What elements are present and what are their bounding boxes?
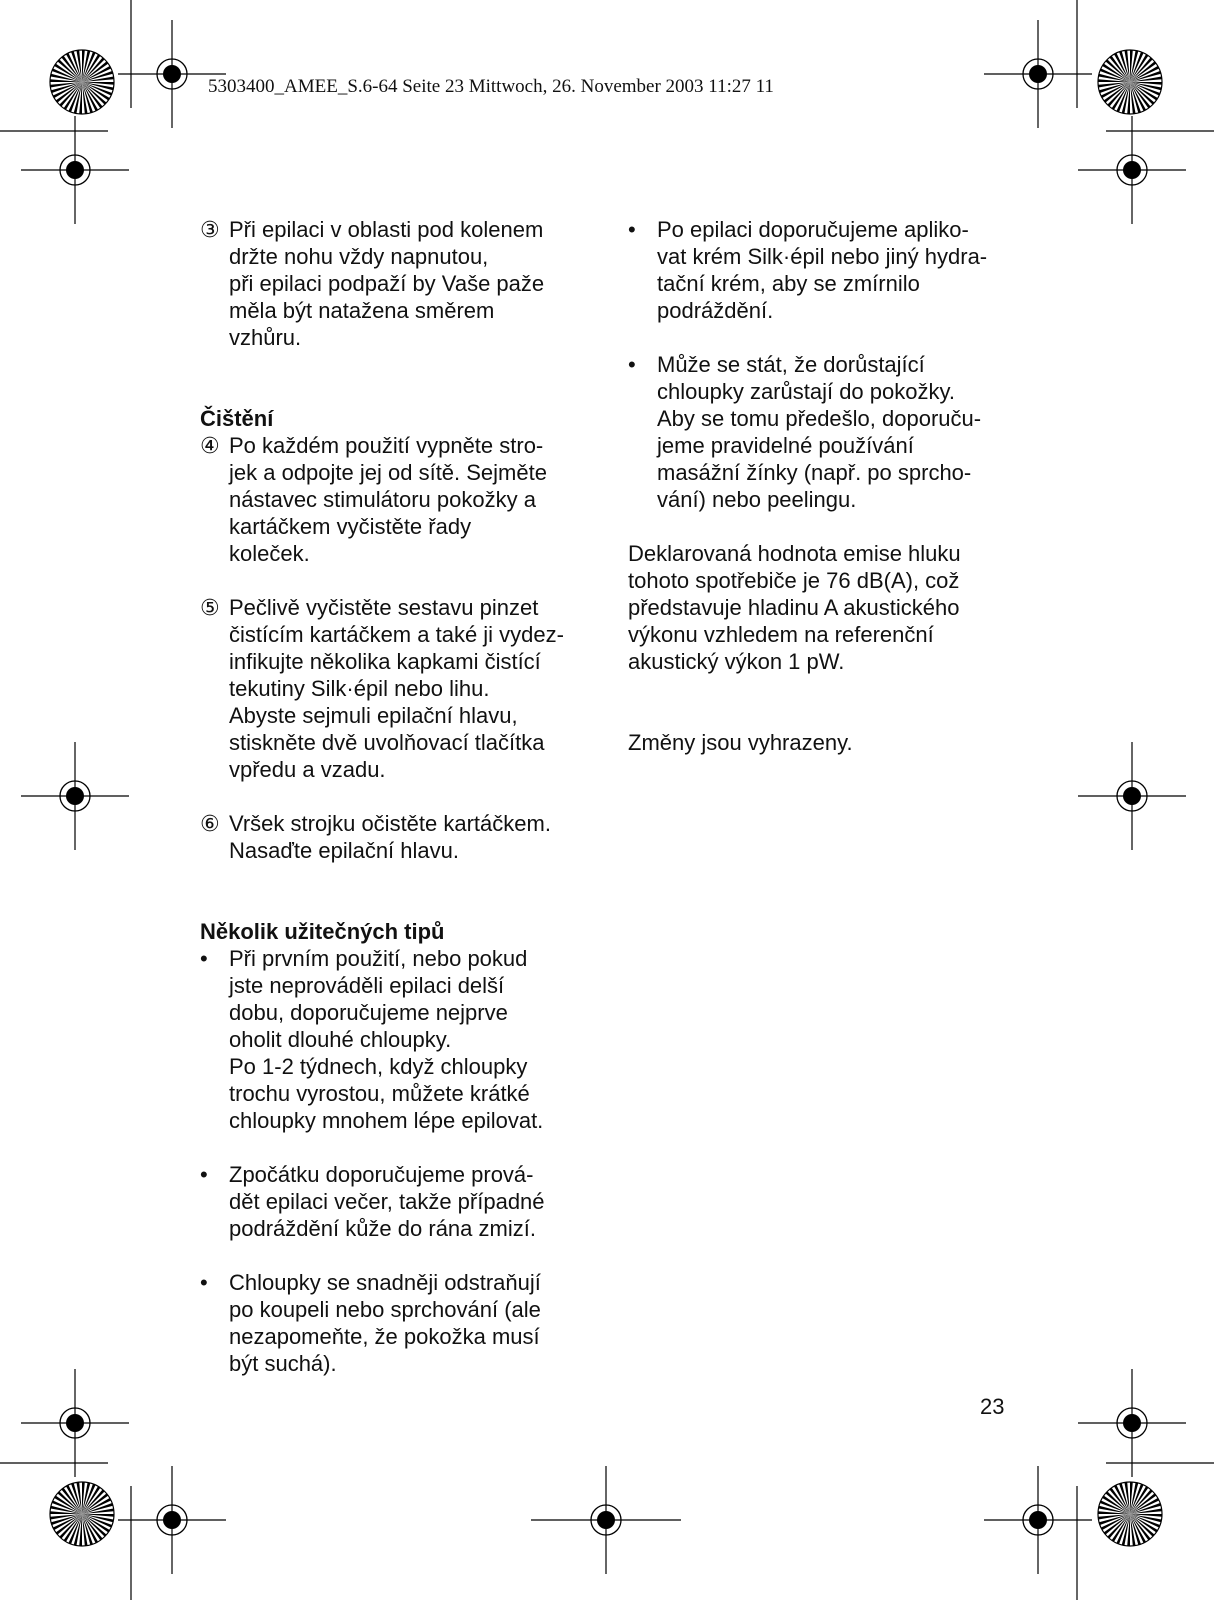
text-line: nezapomeňte, že pokožka musí xyxy=(229,1324,540,1349)
bullet: • xyxy=(200,946,208,971)
text-line: tační krém, aby se zmírnilo xyxy=(657,271,920,296)
step-3 xyxy=(200,216,600,351)
text-line: čistícím kartáčkem a také ji vydez- xyxy=(229,622,564,647)
text-line: Může se stát, že dorůstající xyxy=(657,352,925,377)
text-line: Po 1-2 týdnech, když chloupky xyxy=(229,1054,528,1079)
text-line: Při prvním použití, nebo pokud xyxy=(229,946,528,971)
section-heading-tips: Několik užitečných tipů xyxy=(200,919,445,944)
text-line: Změny jsou vyhrazeny. xyxy=(628,730,853,755)
step-marker: ④ xyxy=(200,433,220,458)
text-line: jek a odpojte jej od sítě. Sejměte xyxy=(229,460,547,485)
text-line: podráždění. xyxy=(657,298,774,323)
text-line: Při epilaci v oblasti pod kolenem xyxy=(229,217,544,242)
text-line: výkonu vzhledem na referenční xyxy=(628,622,934,647)
text-line: akustický výkon 1 pW. xyxy=(628,649,845,674)
starburst-mark xyxy=(50,1482,114,1546)
text-line: měla být natažena směrem xyxy=(229,298,495,323)
starburst-mark xyxy=(1098,1482,1162,1546)
text-line: kartáčkem vyčistěte řady xyxy=(229,514,472,539)
right-column xyxy=(628,216,1028,756)
text-line: chloupky zarůstají do pokožky. xyxy=(657,379,955,404)
step-marker: ⑥ xyxy=(200,811,220,836)
text-line: při epilaci podpaží by Vaše paže xyxy=(229,271,545,296)
text-line: Po epilaci doporučujeme apliko- xyxy=(657,217,969,242)
text-line: jeme pravidelné používání xyxy=(657,433,914,458)
tip-item xyxy=(200,1269,600,1377)
text-line: koleček. xyxy=(229,541,310,566)
text-line: nástavec stimulátoru pokožky a xyxy=(229,487,536,512)
changes-reserved xyxy=(628,729,1028,756)
tip-item xyxy=(200,945,600,1134)
text-line: Deklarovaná hodnota emise hluku xyxy=(628,541,961,566)
text-line: Aby se tomu předešlo, doporuču- xyxy=(657,406,982,431)
text-line: trochu vyrostou, můžete krátké xyxy=(229,1081,530,1106)
text-line: dobu, doporučujeme nejprve xyxy=(229,1000,508,1025)
text-line: tekutiny Silk·épil nebo lihu. xyxy=(229,676,490,701)
bullet: • xyxy=(200,1162,208,1187)
text-line: Vršek strojku očistěte kartáčkem. xyxy=(229,811,551,836)
text-line: Po každém použití vypněte stro- xyxy=(229,433,544,458)
tip-item xyxy=(200,1161,600,1242)
text-line: Zpočátku doporučujeme prová- xyxy=(229,1162,534,1187)
text-line: představuje hladinu A akustického xyxy=(628,595,960,620)
step-marker: ⑤ xyxy=(200,595,220,620)
text-line: jste neprováděli epilaci delší xyxy=(229,973,505,998)
text-line: Abyste sejmuli epilační hlavu, xyxy=(229,703,518,728)
text-line: vání) nebo peelingu. xyxy=(657,487,857,512)
bullet: • xyxy=(628,352,636,377)
step-6 xyxy=(200,810,600,864)
text-line: Pečlivě vyčistěte sestavu pinzet xyxy=(229,595,539,620)
text-line: být suchá). xyxy=(229,1351,337,1376)
text-line: Nasaďte epilační hlavu. xyxy=(229,838,459,863)
page-number: 23 xyxy=(980,1394,1005,1419)
step-4 xyxy=(200,432,600,567)
step-marker: ③ xyxy=(200,217,220,242)
starburst-mark xyxy=(50,50,114,114)
text-line: vat krém Silk·épil nebo jiný hydra- xyxy=(657,244,988,269)
print-slug: 5303400_AMEE_S.6-64 Seite 23 Mittwoch, 26. November 2003 11:27 11 xyxy=(208,76,774,97)
text-line: Chloupky se snadněji odstraňují xyxy=(229,1270,541,1295)
text-line: vzhůru. xyxy=(229,325,302,350)
left-column xyxy=(200,216,600,1377)
text-line: stiskněte dvě uvolňovací tlačítka xyxy=(229,730,545,755)
step-5 xyxy=(200,594,600,783)
text-line: tohoto spotřebiče je 76 dB(A), což xyxy=(628,568,960,593)
section-heading-cleaning: Čištění xyxy=(200,406,274,431)
text-line: chloupky mnohem lépe epilovat. xyxy=(229,1108,544,1133)
bullet: • xyxy=(628,217,636,242)
text-line: oholit dlouhé chloupky. xyxy=(229,1027,452,1052)
text-line: vpředu a vzadu. xyxy=(229,757,386,782)
starburst-mark xyxy=(1098,50,1162,114)
bullet: • xyxy=(200,1270,208,1295)
text-line: podráždění kůže do rána zmizí. xyxy=(229,1216,536,1241)
noise-declaration xyxy=(628,540,1028,675)
text-line: po koupeli nebo sprchování (ale xyxy=(229,1297,541,1322)
text-line: dět epilaci večer, takže případné xyxy=(229,1189,545,1214)
tip-item xyxy=(628,216,1028,324)
text-line: masážní žínky (např. po sprcho- xyxy=(657,460,972,485)
tip-item xyxy=(628,351,1028,513)
text-line: držte nohu vždy napnutou, xyxy=(229,244,489,269)
text-line: infikujte několika kapkami čistící xyxy=(229,649,541,674)
